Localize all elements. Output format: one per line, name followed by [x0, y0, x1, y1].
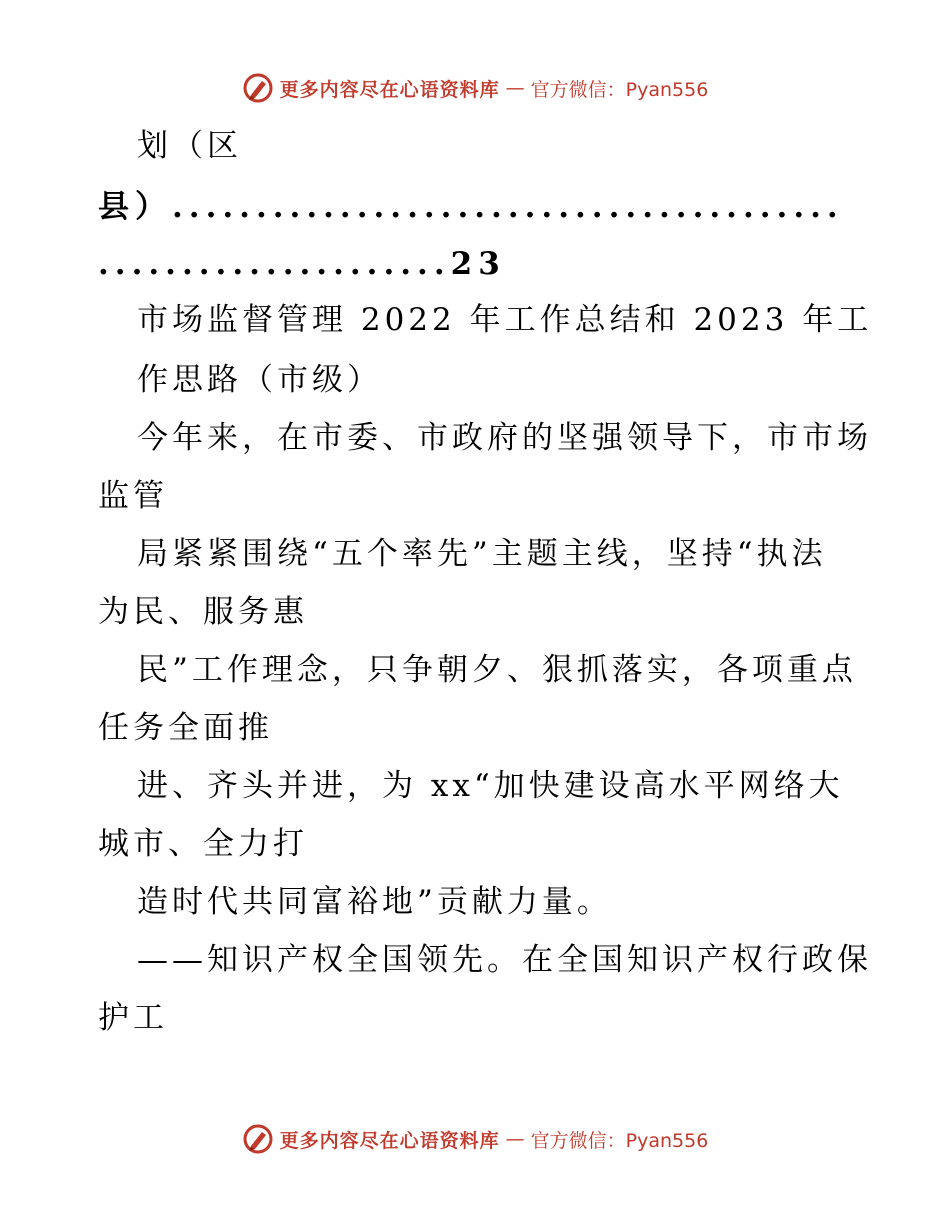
pen-logo-icon: [242, 72, 274, 104]
doc-line-16: 护工: [98, 1000, 168, 1036]
doc-line-1: 划（区: [137, 128, 242, 164]
watermark-title: 更多内容尽在心语资料库: [279, 1129, 500, 1152]
footer-watermark: [0, 1123, 950, 1155]
doc-line-10: 民”工作理念，只争朝夕、狠抓落实，各项重点: [137, 652, 857, 688]
header-watermark: [0, 72, 950, 104]
doc-line-3: .....................23: [98, 246, 506, 282]
watermark-contact: 官方微信：Pyan556: [530, 78, 709, 101]
doc-line-12: 进、齐头并进，为 xx“加快建设高水平网络大: [137, 768, 844, 804]
doc-line-4: 市场监督管理 2022 年工作总结和 2023 年工: [137, 302, 873, 338]
watermark-contact: 官方微信：Pyan556: [530, 1129, 709, 1152]
watermark-separator: —: [505, 1128, 525, 1150]
pen-logo-icon: [242, 1123, 274, 1155]
doc-line-13: 城市、全力打: [98, 826, 308, 862]
doc-line-2: 县）........................................: [98, 189, 844, 225]
doc-line-15: ——知识产权全国领先。在全国知识产权行政保: [137, 942, 872, 978]
watermark-title: 更多内容尽在心语资料库: [279, 78, 500, 101]
doc-line-6: 今年来，在市委、市政府的坚强领导下，市市场: [137, 420, 872, 456]
doc-line-14: 造时代共同富裕地”贡献力量。: [137, 884, 612, 920]
doc-line-9: 为民、服务惠: [98, 594, 308, 630]
watermark-separator: —: [505, 77, 525, 99]
doc-line-8: 局紧紧围绕“五个率先”主题主线，坚持“执法: [137, 536, 827, 572]
doc-line-5: 作思路（市级）: [137, 362, 382, 398]
doc-line-7: 监管: [98, 478, 168, 514]
doc-line-11: 任务全面推: [98, 710, 273, 746]
